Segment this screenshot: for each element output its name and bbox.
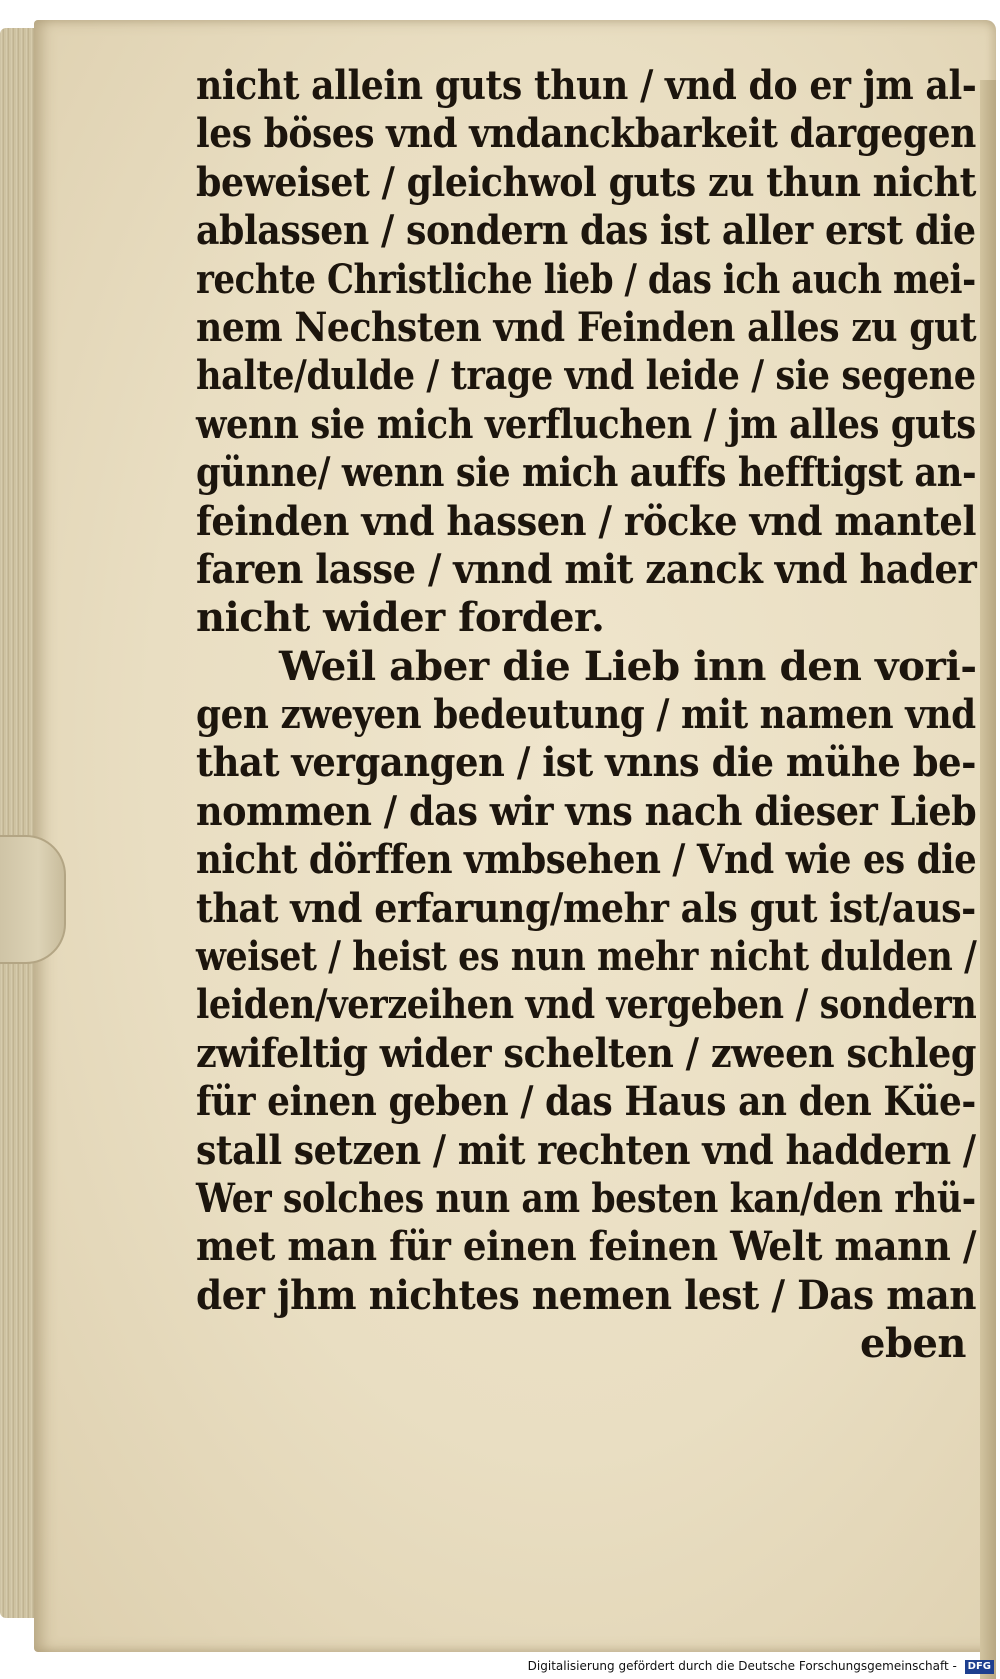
page-gutter-shadow: [980, 80, 996, 1679]
dfg-logo: DFG: [965, 1660, 994, 1674]
book-clasp: [0, 835, 66, 964]
text-line: met man für einen feinen Welt mann /: [196, 1223, 976, 1271]
text-line: nicht allein guts thun / vnd do er jm al-: [196, 62, 977, 109]
text-line: zwifeltig wider schelten / zween schleg: [196, 1029, 977, 1077]
text-line: stall setzen / mit rechten vnd haddern /: [196, 1126, 976, 1174]
text-line: gen zweyen bedeutung / mit namen vnd: [196, 691, 976, 739]
catchword: eben: [860, 1320, 966, 1368]
text-line: feinden vnd hassen / röcke vnd mantel: [196, 497, 976, 545]
page-text-block: [196, 62, 976, 1369]
text-line: rechte Christliche lieb / das ich auch mei-: [196, 255, 976, 303]
text-line: weiset / heist es nun mehr nicht dulden /: [196, 933, 977, 981]
text-line: nicht wider forder.: [196, 594, 605, 642]
text-line: faren lasse / vnnd mit zanck vnd hader: [196, 545, 977, 593]
credit-text: Digitalisierung gefördert durch die Deutsche Forschungsgemeinschaft -: [527, 1659, 957, 1673]
text-line: nicht dörffen vmbsehen / Vnd wie es die: [196, 836, 977, 884]
text-line: nommen / das wir vns nach dieser Lieb: [196, 787, 977, 835]
text-line: leiden/verzeihen vnd vergeben / sondern: [196, 981, 977, 1029]
text-line: Wer solches nun am besten kan/den rhü-: [196, 1174, 976, 1222]
text-line: nem Nechsten vnd Feinden alles zu gut: [196, 303, 977, 351]
text-line: that vergangen / ist vnns die mühe be-: [196, 739, 976, 787]
text-line: ablassen / sondern das ist aller erst die: [196, 207, 976, 255]
paragraph-start-line: Weil aber die Lieb inn den vori-: [278, 642, 977, 690]
text-line: wenn sie mich verfluchen / jm alles guts: [196, 400, 976, 448]
text-line: halte/dulde / trage vnd leide / sie segene: [196, 352, 976, 400]
text-line: that vnd erfarung/mehr als gut ist/aus-: [196, 884, 976, 932]
digitization-credit: [528, 1655, 994, 1677]
text-line: für einen geben / das Haus an den Küe-: [196, 1078, 976, 1126]
text-line: der jhm nichtes nemen lest / Das man: [196, 1271, 977, 1319]
text-line: beweiset / gleichwol guts zu thun nicht: [196, 158, 976, 206]
text-line: günne/ wenn sie mich auffs hefftigst an-: [196, 449, 977, 497]
text-line: les böses vnd vndanckbarkeit dargegen: [196, 110, 976, 158]
